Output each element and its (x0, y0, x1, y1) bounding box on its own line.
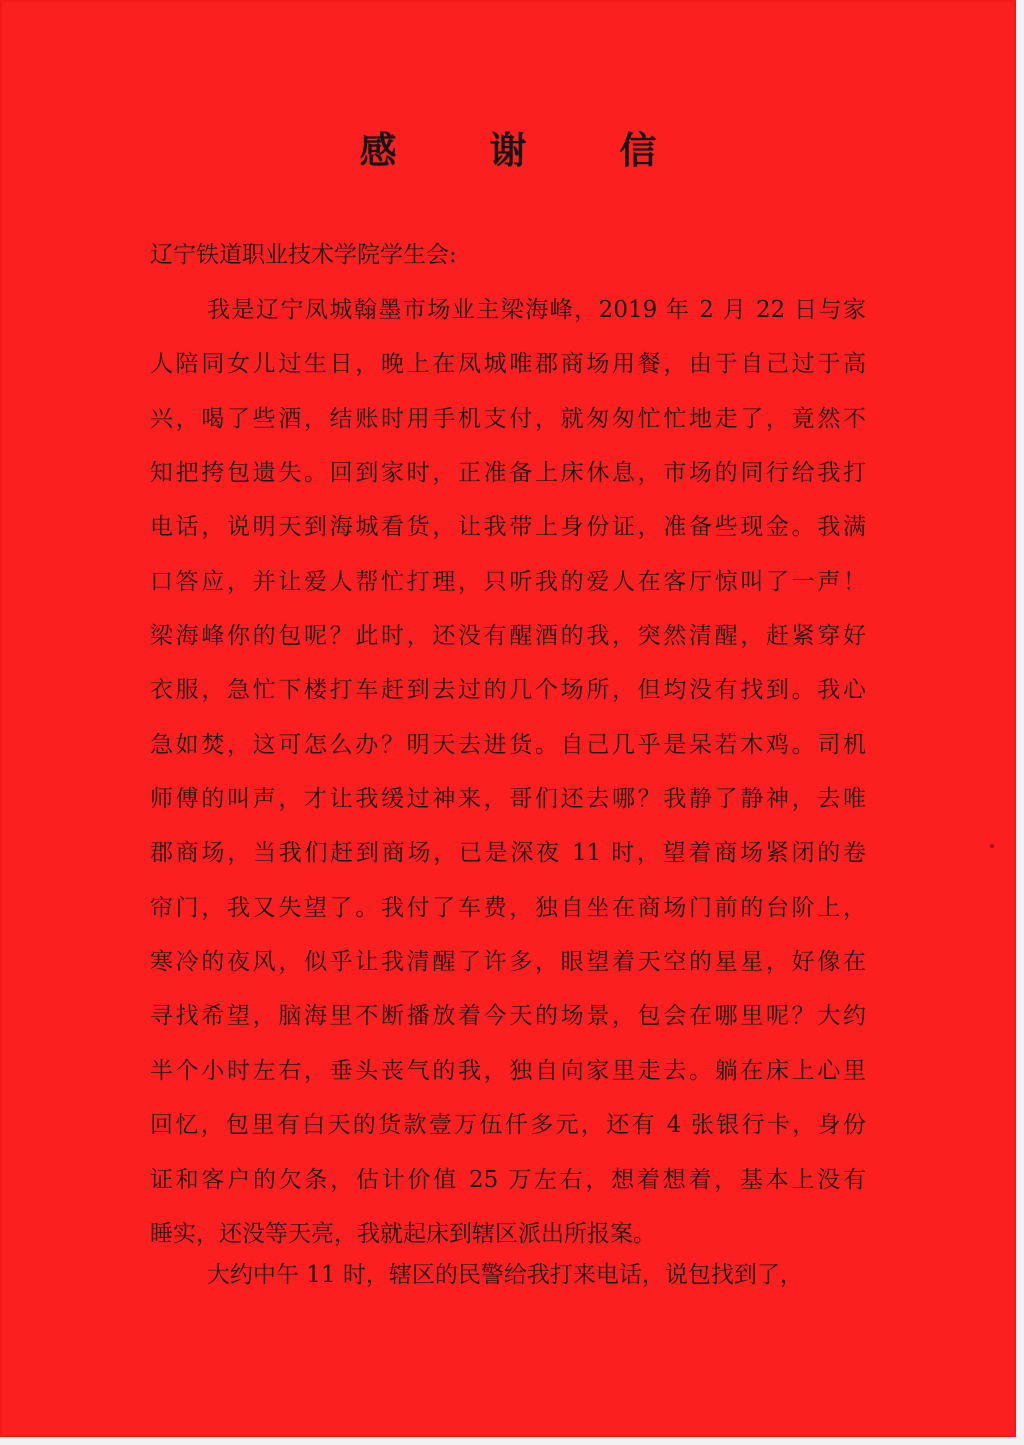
paragraph-line: 知把挎包遗失。回到家时，正准备上床休息，市场的同行给我打 (150, 460, 866, 487)
paragraph-line: 兴，喝了些酒，结账时用手机支付，就匆匆忙忙地走了，竟然不 (150, 405, 866, 432)
paragraph-line: 半个小时左右，垂头丧气的我，独自向家里走去。躺在床上心里 (150, 1057, 866, 1084)
paragraph-line: 急如焚，这可怎么办？明天去进货。自己几乎是呆若木鸡。司机 (150, 731, 866, 758)
paragraph-line: 睡实，还没等天亮，我就起床到辖区派出所报案。 (150, 1220, 656, 1247)
paragraph-line: 师傅的叫声，才让我缓过神来，哥们还去哪？我静了静神，去唯 (150, 786, 866, 813)
paragraph-line: 我是辽宁凤城翰墨市场业主梁海峰，2019 年 2 月 22 日与家 (207, 297, 866, 323)
paragraph-line: 寻找希望，脑海里不断播放着今天的场景，包会在哪里呢？大约 (150, 1003, 866, 1030)
paragraph-line: 郡商场，当我们赶到商场，已是深夜 11 时，望着商场紧闭的卷 (150, 840, 866, 867)
letter-paragraph-1 (150, 290, 866, 1268)
paragraph-line: 寒冷的夜风，似乎让我清醒了许多，眼望着天空的星星，好像在 (150, 949, 866, 976)
paragraph-line: 电话，说明天到海城看货，让我带上身份证，准备些现金。我满 (150, 514, 866, 541)
letter-paragraph-2: 大约中午 11 时，辖区的民警给我打来电话，说包找到了， (207, 1262, 803, 1288)
letter-salutation: 辽宁铁道职业技术学院学生会: (150, 242, 457, 268)
paragraph-line: 梁海峰你的包呢？此时，还没有醒酒的我，突然清醒，赶紧穿好 (150, 623, 866, 650)
scan-speck (990, 844, 994, 848)
paragraph-line: 衣服，急忙下楼打车赶到去过的几个场所，但均没有找到。我心 (150, 677, 866, 704)
paragraph-line: 人陪同女儿过生日，晚上在凤城唯郡商场用餐，由于自己过于高 (150, 351, 866, 378)
paragraph-line: 口答应，并让爱人帮忙打理，只听我的爱人在客厅惊叫了一声！ (150, 568, 866, 595)
letter-title: 感 谢 信 (359, 128, 697, 172)
paragraph-line: 回忆，包里有白天的货款壹万伍仟多元，还有 4 张银行卡，身份 (150, 1112, 866, 1139)
paragraph-line: 证和客户的欠条，估计价值 25 万左右，想着想着，基本上没有 (150, 1166, 866, 1193)
paragraph-line: 帘门，我又失望了。我付了车费，独自坐在商场门前的台阶上， (150, 894, 866, 921)
